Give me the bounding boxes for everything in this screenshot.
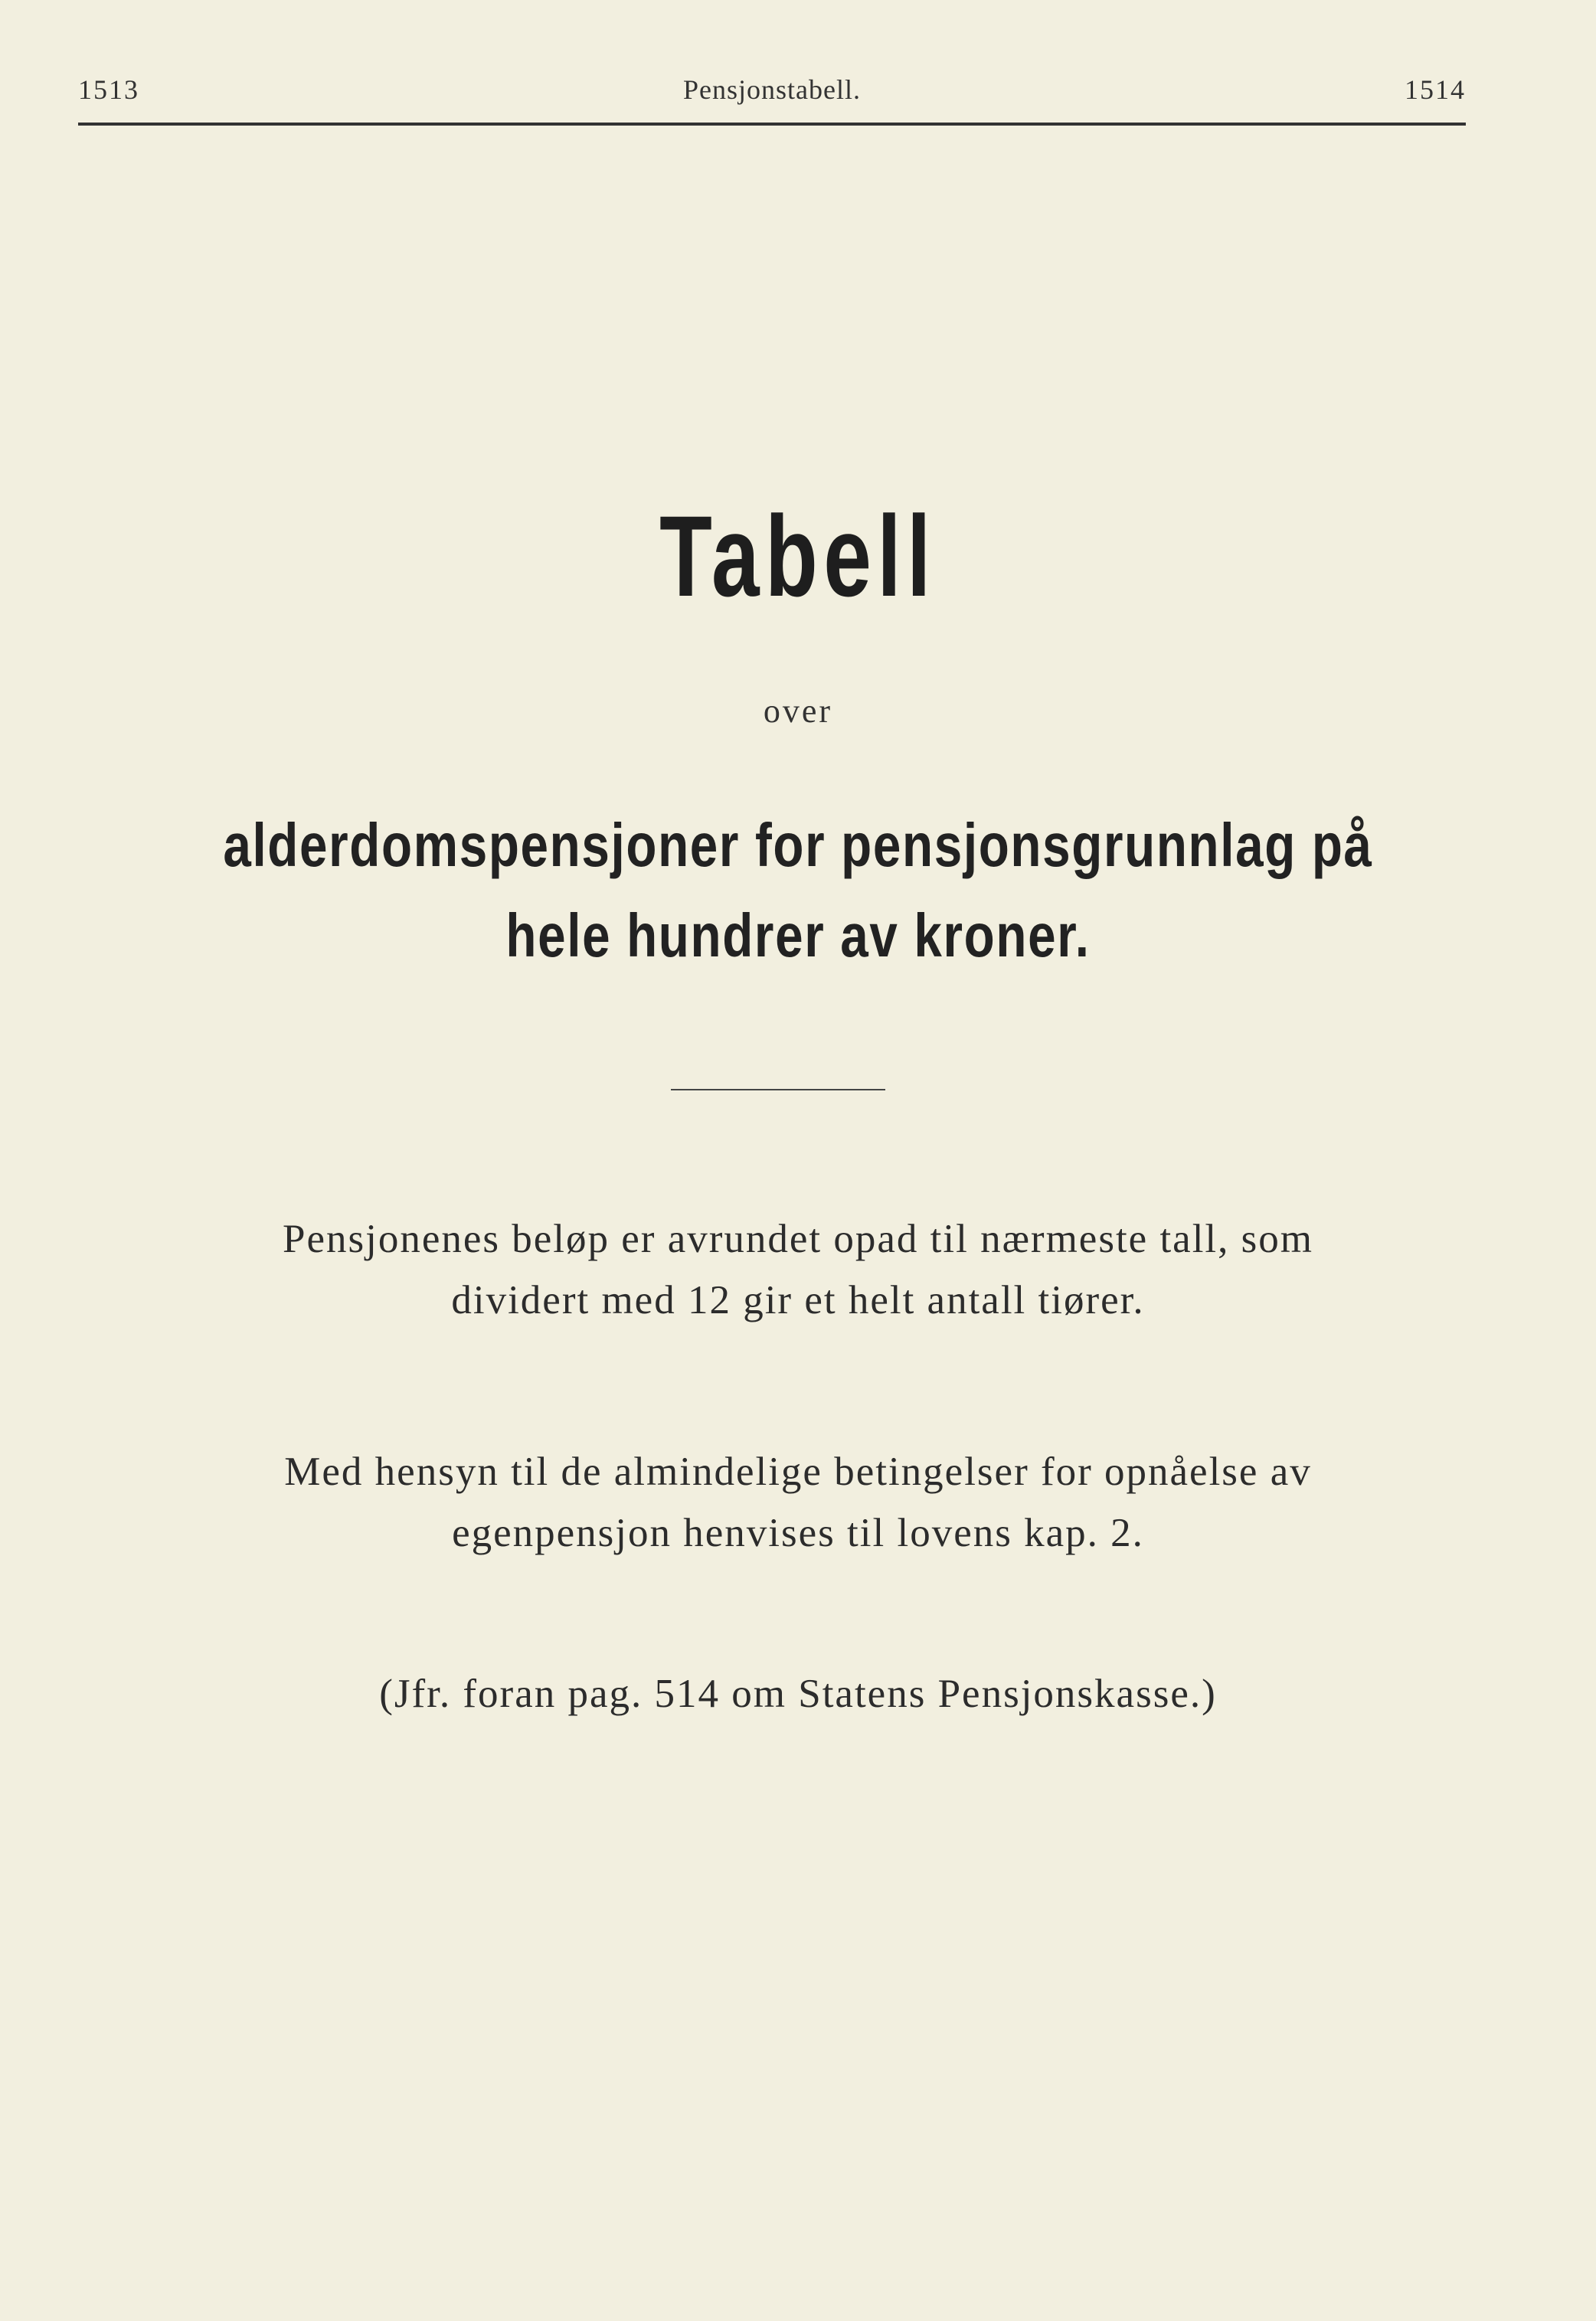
right-page-number: 1514	[1405, 74, 1466, 105]
title-connector: over	[763, 692, 833, 730]
paragraph-conditions	[130, 1441, 1466, 1564]
paragraph-rounding	[130, 1208, 1466, 1331]
section-divider	[671, 1089, 885, 1090]
paragraph-conditions-line-1: Med hensyn til de almindelige betingelser for opnåelse av	[284, 1450, 1312, 1494]
running-title: Pensjonstabell.	[683, 74, 861, 105]
paragraph-rounding-line-1: Pensjonenes beløp er avrundet opad til nærmeste tall, som	[283, 1217, 1313, 1261]
paragraph-conditions-line-2: egenpensjon henvises til lovens kap. 2.	[452, 1511, 1144, 1555]
subtitle-line-2: hele hundrer av kroner.	[505, 901, 1091, 969]
running-header	[78, 67, 1466, 113]
subtitle-line-1: alderdomspensjoner for pensjonsgrunnlag på	[223, 811, 1373, 879]
header-rule	[78, 123, 1466, 126]
left-page-number: 1513	[78, 74, 139, 105]
paragraph-rounding-line-2: dividert med 12 gir et helt antall tiører.	[451, 1278, 1145, 1322]
subtitle	[92, 800, 1504, 981]
paragraph-reference	[130, 1663, 1466, 1724]
paragraph-reference-line-1: (Jfr. foran pag. 514 om Statens Pensjonskasse.)	[379, 1672, 1217, 1716]
page-title: Tabell	[659, 492, 937, 620]
